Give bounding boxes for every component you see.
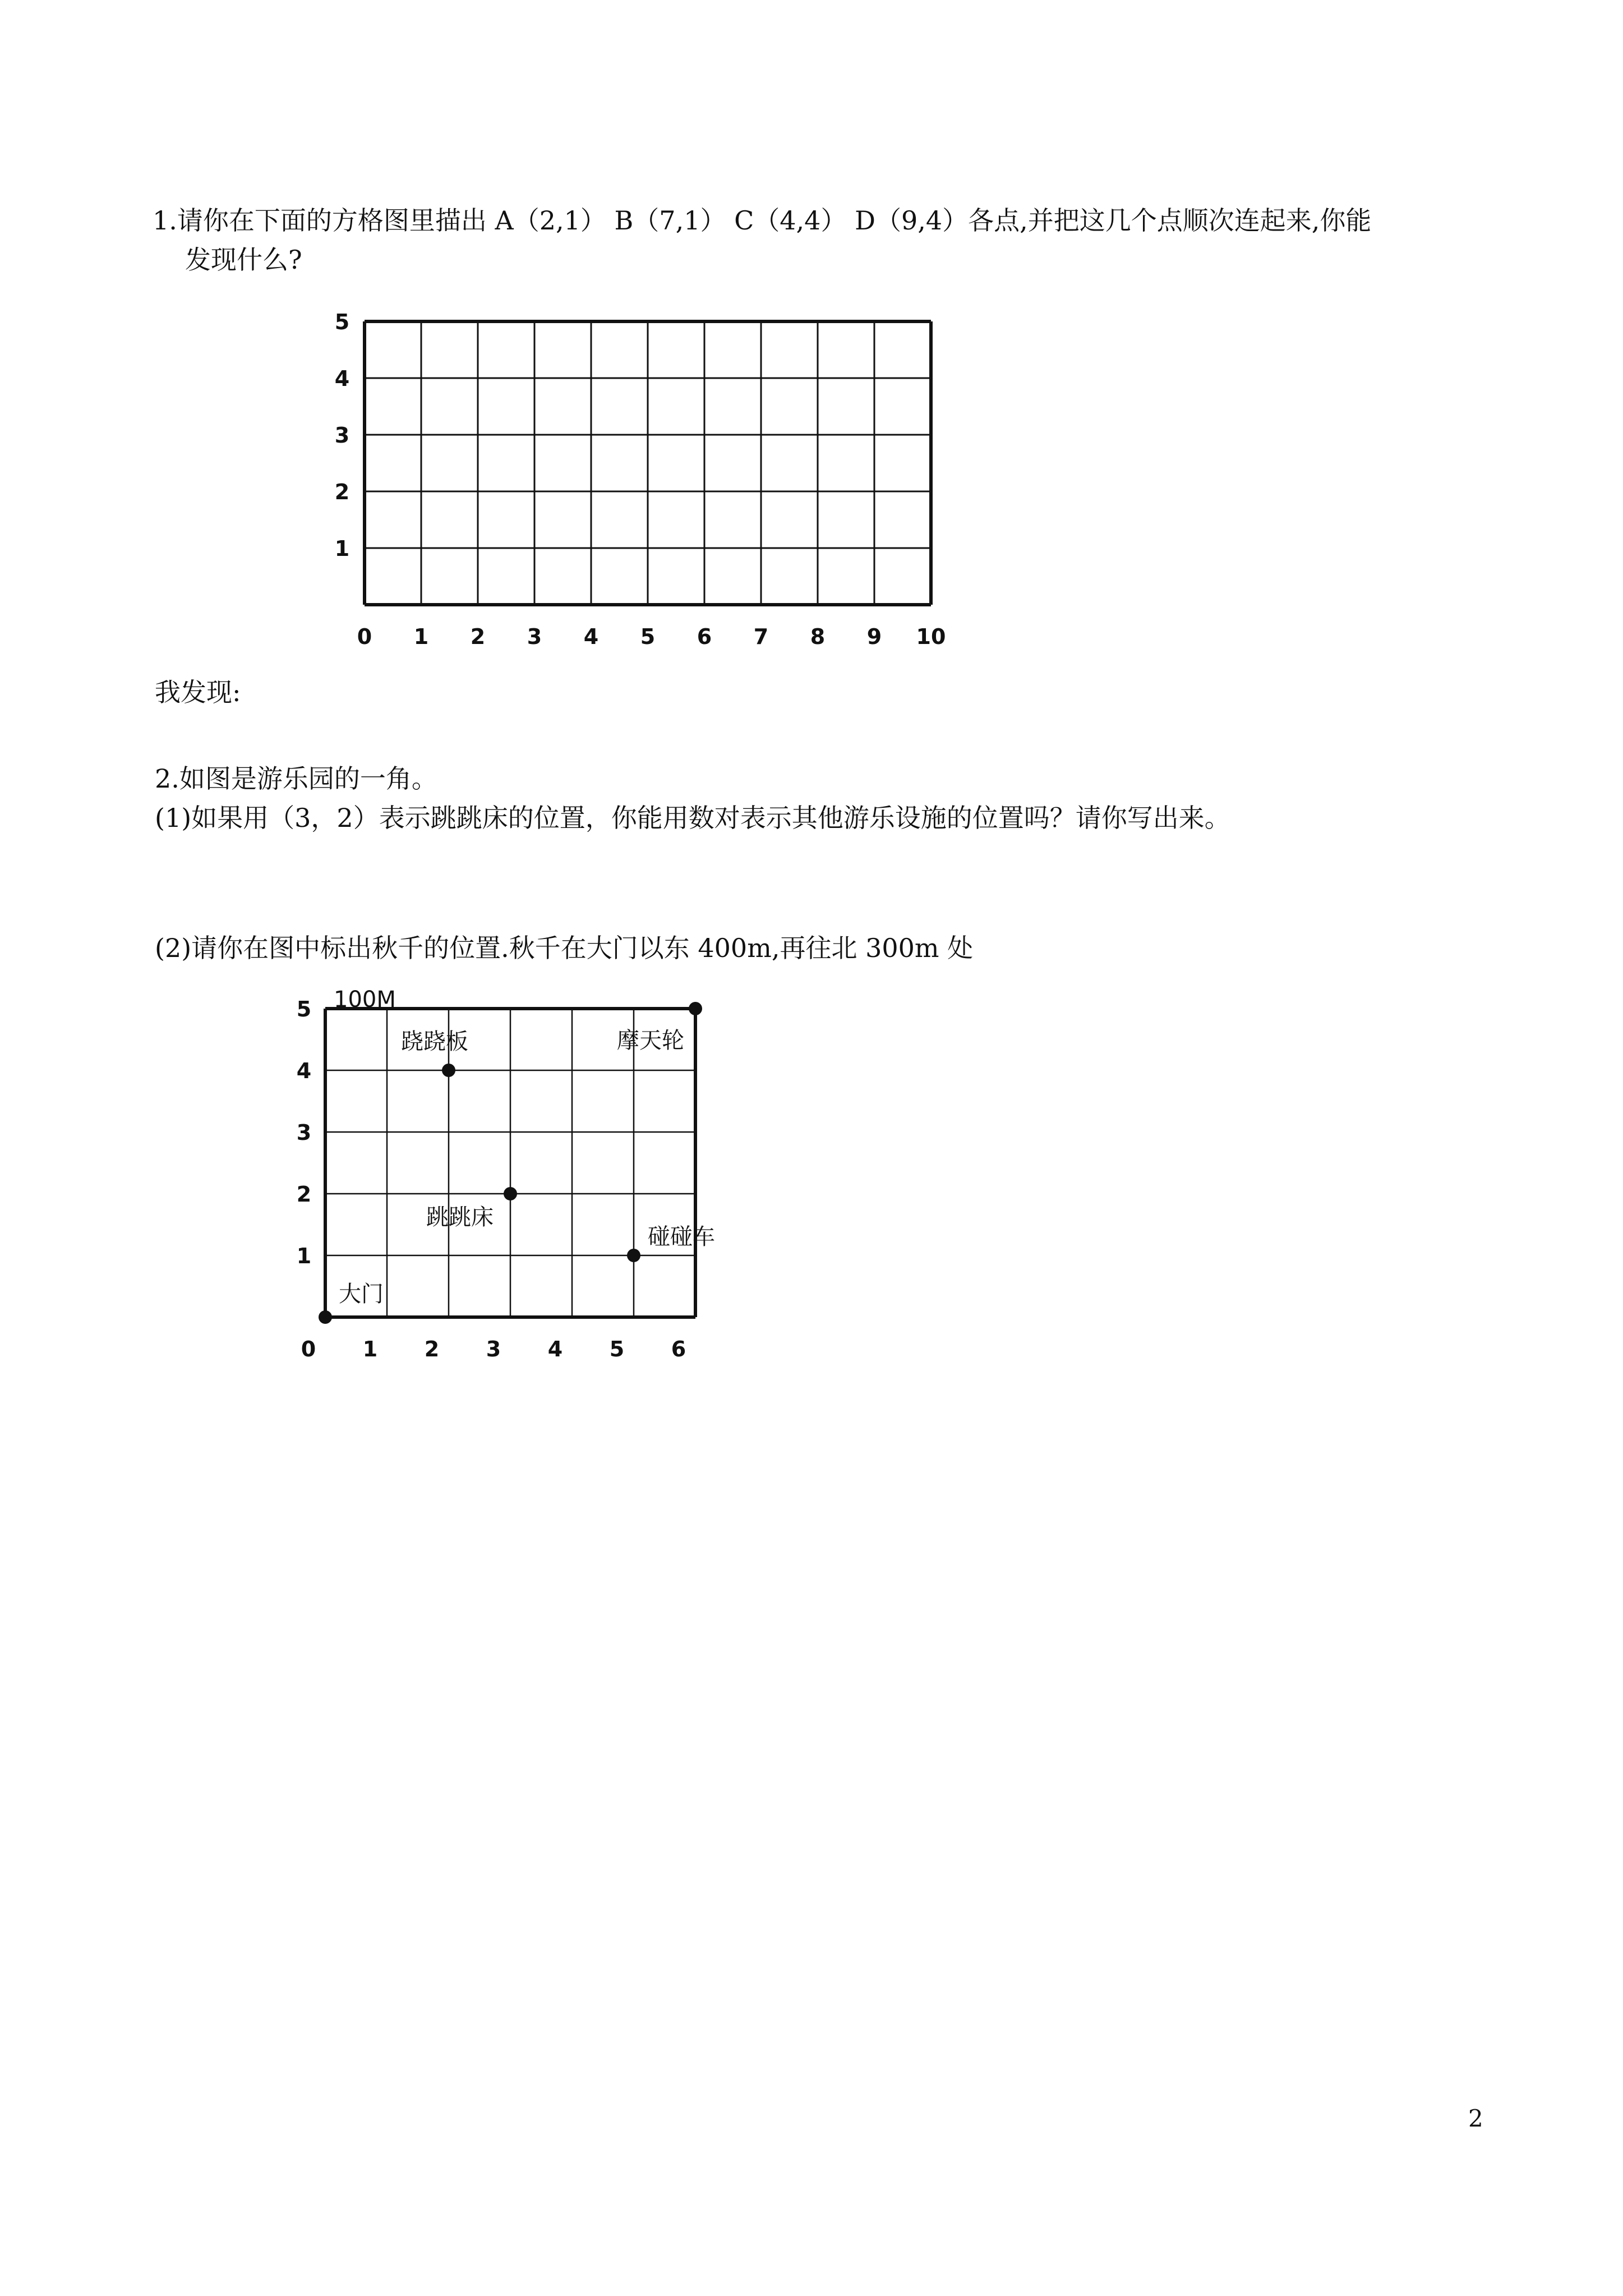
map-point-marker <box>627 1249 640 1262</box>
grid1-x-tick: 0 <box>357 624 372 649</box>
map-point-label: 跳跳床 <box>426 1204 494 1230</box>
grid1-y-tick: 1 <box>334 536 350 561</box>
map-x-tick: 4 <box>547 1337 563 1361</box>
map-x-tick: 3 <box>486 1337 501 1361</box>
map-point-label: 跷跷板 <box>401 1029 468 1055</box>
q2-part2: (2)请你在图中标出秋千的位置.秋千在大门以东 400m,再往北 300m 处 <box>155 933 974 963</box>
map-y-tick: 3 <box>296 1120 312 1145</box>
q1-answer-prompt: 我发现: <box>155 677 241 707</box>
park-map[interactable] <box>280 987 785 1380</box>
map-y-tick: 2 <box>296 1182 312 1207</box>
map-x-tick: 1 <box>362 1337 378 1361</box>
map-x-tick: 6 <box>671 1337 686 1361</box>
map-y-axis-labels <box>297 997 311 1268</box>
q2-part1: (1)如果用（3，2）表示跳跳床的位置，你能用数对表示其他游乐设施的位置吗？请你写出来。 <box>155 803 1230 833</box>
map-y-tick: 5 <box>296 997 312 1022</box>
map-point-label: 碰碰车 <box>648 1224 715 1250</box>
grid1-x-tick: 10 <box>916 624 946 649</box>
grid1-x-tick: 1 <box>413 624 429 649</box>
grid1-y-tick: 2 <box>334 480 350 504</box>
grid1-x-tick: 6 <box>697 624 712 649</box>
map-point-label: 摩天轮 <box>617 1028 684 1053</box>
map-points <box>319 1002 715 1324</box>
grid1-x-tick: 4 <box>583 624 599 649</box>
map-y-tick: 1 <box>296 1244 312 1268</box>
map-grid-lines <box>325 1009 695 1317</box>
coordinate-grid-1[interactable] <box>314 303 959 651</box>
grid1-y-axis-labels <box>335 310 349 561</box>
grid1-x-tick: 8 <box>810 624 826 649</box>
map-x-tick: 0 <box>301 1337 316 1361</box>
grid1-x-tick: 2 <box>470 624 486 649</box>
map-x-axis-labels <box>301 1337 686 1361</box>
map-point-marker <box>442 1064 455 1077</box>
q1-line1: 1.请你在下面的方格图里描出 A（2,1） B（7,1） C（4,4） D（9,4）各点,并把这几个点顺次连起来,你能 <box>153 205 1372 236</box>
map-x-tick: 2 <box>424 1337 440 1361</box>
map-scale-label: 100M <box>334 987 396 1013</box>
grid1-x-axis-labels <box>357 624 946 649</box>
q1-line2: 发现什么? <box>185 245 302 275</box>
grid1-y-tick: 5 <box>334 310 350 334</box>
grid1-x-tick: 7 <box>753 624 769 649</box>
grid1-x-tick: 5 <box>640 624 656 649</box>
map-point-marker <box>319 1310 332 1324</box>
map-point-marker <box>689 1002 702 1015</box>
page-number: 2 <box>1468 2105 1483 2132</box>
map-point-marker <box>504 1187 517 1200</box>
grid1-lines <box>365 321 931 605</box>
map-y-tick: 4 <box>296 1059 312 1083</box>
map-x-tick: 5 <box>609 1337 625 1361</box>
q2-title: 2.如图是游乐园的一角。 <box>155 763 437 794</box>
grid1-y-tick: 3 <box>334 423 350 448</box>
grid1-x-tick: 3 <box>527 624 542 649</box>
map-point-label: 大门 <box>339 1281 384 1307</box>
grid1-y-tick: 4 <box>334 366 350 391</box>
grid1-x-tick: 9 <box>866 624 882 649</box>
